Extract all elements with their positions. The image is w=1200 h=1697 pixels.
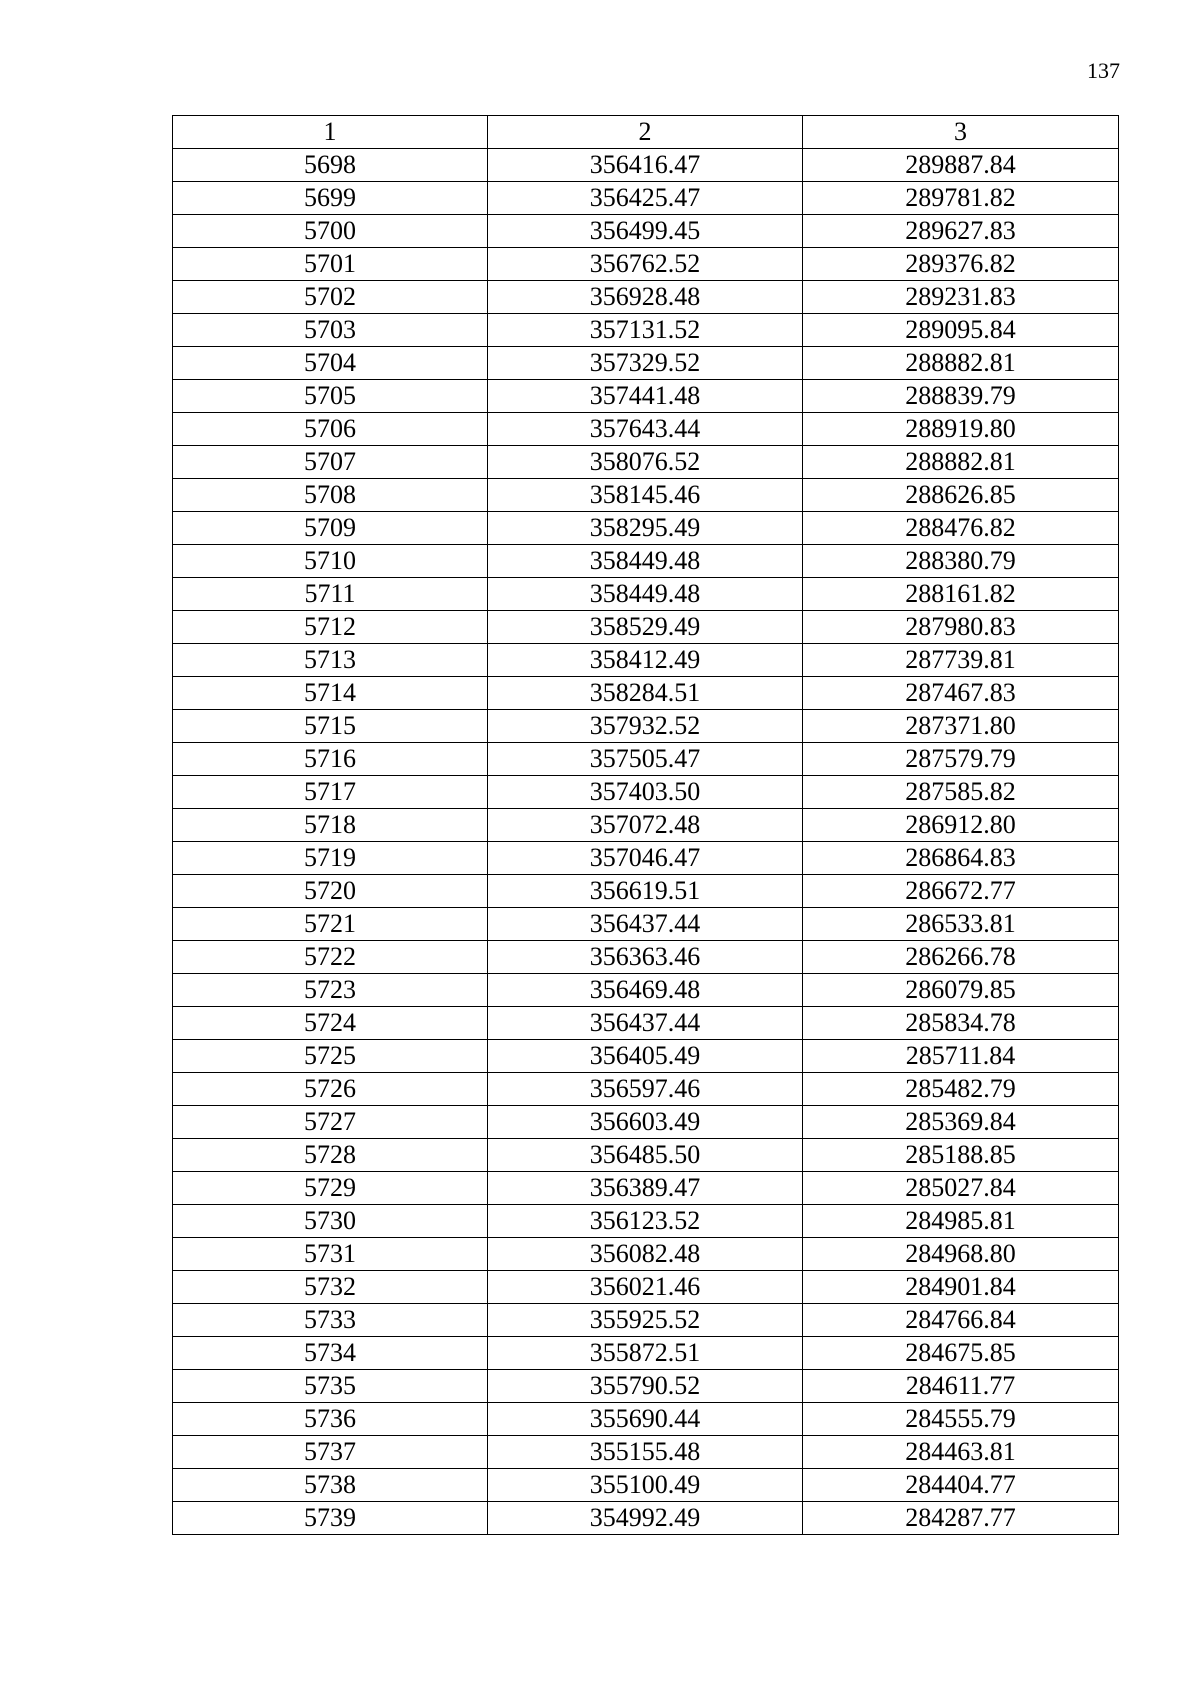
y-coordinate-cell: 287371.80	[803, 710, 1119, 743]
y-coordinate-cell: 284675.85	[803, 1337, 1119, 1370]
y-coordinate-cell: 287467.83	[803, 677, 1119, 710]
table-row	[173, 677, 1119, 710]
table-row	[173, 1040, 1119, 1073]
y-coordinate-cell: 289781.82	[803, 182, 1119, 215]
x-coordinate-cell: 356597.46	[488, 1073, 803, 1106]
point-number-cell: 5699	[173, 182, 488, 215]
table-row	[173, 1073, 1119, 1106]
y-coordinate-cell: 286079.85	[803, 974, 1119, 1007]
table-row	[173, 578, 1119, 611]
table-row	[173, 1469, 1119, 1502]
point-number-cell: 5729	[173, 1172, 488, 1205]
table-row	[173, 776, 1119, 809]
point-number-cell: 5709	[173, 512, 488, 545]
point-number-cell: 5715	[173, 710, 488, 743]
point-number-cell: 5703	[173, 314, 488, 347]
table-header-row	[173, 116, 1119, 149]
x-coordinate-cell: 356021.46	[488, 1271, 803, 1304]
y-coordinate-cell: 285369.84	[803, 1106, 1119, 1139]
table-row	[173, 512, 1119, 545]
table-row	[173, 743, 1119, 776]
y-coordinate-cell: 284463.81	[803, 1436, 1119, 1469]
table-row	[173, 1337, 1119, 1370]
table-row	[173, 215, 1119, 248]
y-coordinate-cell: 288626.85	[803, 479, 1119, 512]
table-row	[173, 1172, 1119, 1205]
table-row	[173, 248, 1119, 281]
table-row	[173, 1370, 1119, 1403]
point-number-cell: 5717	[173, 776, 488, 809]
table-row	[173, 710, 1119, 743]
point-number-cell: 5706	[173, 413, 488, 446]
point-number-cell: 5725	[173, 1040, 488, 1073]
y-coordinate-cell: 284555.79	[803, 1403, 1119, 1436]
x-coordinate-cell: 354992.49	[488, 1502, 803, 1535]
x-coordinate-cell: 358529.49	[488, 611, 803, 644]
column-header: 1	[173, 116, 488, 149]
x-coordinate-cell: 355155.48	[488, 1436, 803, 1469]
point-number-cell: 5727	[173, 1106, 488, 1139]
x-coordinate-cell: 357403.50	[488, 776, 803, 809]
point-number-cell: 5698	[173, 149, 488, 182]
x-coordinate-cell: 356363.46	[488, 941, 803, 974]
point-number-cell: 5712	[173, 611, 488, 644]
point-number-cell: 5714	[173, 677, 488, 710]
point-number-cell: 5721	[173, 908, 488, 941]
y-coordinate-cell: 286533.81	[803, 908, 1119, 941]
table-row	[173, 479, 1119, 512]
y-coordinate-cell: 284287.77	[803, 1502, 1119, 1535]
y-coordinate-cell: 288839.79	[803, 380, 1119, 413]
x-coordinate-cell: 358449.48	[488, 545, 803, 578]
x-coordinate-cell: 356469.48	[488, 974, 803, 1007]
point-number-cell: 5726	[173, 1073, 488, 1106]
point-number-cell: 5700	[173, 215, 488, 248]
table-row	[173, 875, 1119, 908]
table-row	[173, 1238, 1119, 1271]
x-coordinate-cell: 357643.44	[488, 413, 803, 446]
x-coordinate-cell: 357046.47	[488, 842, 803, 875]
x-coordinate-cell: 358284.51	[488, 677, 803, 710]
table-row	[173, 1436, 1119, 1469]
point-number-cell: 5722	[173, 941, 488, 974]
page-number: 137	[1087, 58, 1120, 83]
x-coordinate-cell: 357072.48	[488, 809, 803, 842]
x-coordinate-cell: 355690.44	[488, 1403, 803, 1436]
point-number-cell: 5701	[173, 248, 488, 281]
x-coordinate-cell: 356485.50	[488, 1139, 803, 1172]
x-coordinate-cell: 356416.47	[488, 149, 803, 182]
table-row	[173, 809, 1119, 842]
x-coordinate-cell: 356082.48	[488, 1238, 803, 1271]
x-coordinate-cell: 356389.47	[488, 1172, 803, 1205]
table-row	[173, 1403, 1119, 1436]
table-row	[173, 281, 1119, 314]
x-coordinate-cell: 357505.47	[488, 743, 803, 776]
point-number-cell: 5713	[173, 644, 488, 677]
y-coordinate-cell: 284901.84	[803, 1271, 1119, 1304]
y-coordinate-cell: 284611.77	[803, 1370, 1119, 1403]
y-coordinate-cell: 287585.82	[803, 776, 1119, 809]
point-number-cell: 5718	[173, 809, 488, 842]
x-coordinate-cell: 356425.47	[488, 182, 803, 215]
table-row	[173, 149, 1119, 182]
point-number-cell: 5731	[173, 1238, 488, 1271]
y-coordinate-cell: 286864.83	[803, 842, 1119, 875]
y-coordinate-cell: 284404.77	[803, 1469, 1119, 1502]
table-row	[173, 1271, 1119, 1304]
table-row	[173, 413, 1119, 446]
x-coordinate-cell: 357329.52	[488, 347, 803, 380]
point-number-cell: 5711	[173, 578, 488, 611]
table-row	[173, 941, 1119, 974]
x-coordinate-cell: 356437.44	[488, 1007, 803, 1040]
table-row	[173, 1139, 1119, 1172]
point-number-cell: 5705	[173, 380, 488, 413]
x-coordinate-cell: 357441.48	[488, 380, 803, 413]
point-number-cell: 5723	[173, 974, 488, 1007]
y-coordinate-cell: 288882.81	[803, 446, 1119, 479]
y-coordinate-cell: 288161.82	[803, 578, 1119, 611]
x-coordinate-cell: 356928.48	[488, 281, 803, 314]
x-coordinate-cell: 358449.48	[488, 578, 803, 611]
table-row	[173, 1304, 1119, 1337]
x-coordinate-cell: 357932.52	[488, 710, 803, 743]
x-coordinate-cell: 358076.52	[488, 446, 803, 479]
point-number-cell: 5710	[173, 545, 488, 578]
y-coordinate-cell: 289376.82	[803, 248, 1119, 281]
x-coordinate-cell: 358145.46	[488, 479, 803, 512]
coordinates-table	[172, 115, 1119, 1535]
point-number-cell: 5702	[173, 281, 488, 314]
x-coordinate-cell: 355925.52	[488, 1304, 803, 1337]
y-coordinate-cell: 289627.83	[803, 215, 1119, 248]
table-row	[173, 644, 1119, 677]
column-header: 2	[488, 116, 803, 149]
y-coordinate-cell: 284766.84	[803, 1304, 1119, 1337]
x-coordinate-cell: 358295.49	[488, 512, 803, 545]
point-number-cell: 5728	[173, 1139, 488, 1172]
x-coordinate-cell: 356437.44	[488, 908, 803, 941]
point-number-cell: 5716	[173, 743, 488, 776]
x-coordinate-cell: 356603.49	[488, 1106, 803, 1139]
y-coordinate-cell: 285188.85	[803, 1139, 1119, 1172]
y-coordinate-cell: 289887.84	[803, 149, 1119, 182]
y-coordinate-cell: 287579.79	[803, 743, 1119, 776]
point-number-cell: 5720	[173, 875, 488, 908]
x-coordinate-cell: 358412.49	[488, 644, 803, 677]
table-row	[173, 842, 1119, 875]
point-number-cell: 5737	[173, 1436, 488, 1469]
y-coordinate-cell: 284968.80	[803, 1238, 1119, 1271]
x-coordinate-cell: 355790.52	[488, 1370, 803, 1403]
y-coordinate-cell: 285711.84	[803, 1040, 1119, 1073]
table-row	[173, 182, 1119, 215]
table-row	[173, 1205, 1119, 1238]
point-number-cell: 5707	[173, 446, 488, 479]
x-coordinate-cell: 356762.52	[488, 248, 803, 281]
y-coordinate-cell: 289231.83	[803, 281, 1119, 314]
table-body	[173, 149, 1119, 1535]
y-coordinate-cell: 288476.82	[803, 512, 1119, 545]
table-row	[173, 380, 1119, 413]
point-number-cell: 5735	[173, 1370, 488, 1403]
y-coordinate-cell: 288380.79	[803, 545, 1119, 578]
y-coordinate-cell: 287739.81	[803, 644, 1119, 677]
y-coordinate-cell: 286672.77	[803, 875, 1119, 908]
point-number-cell: 5736	[173, 1403, 488, 1436]
x-coordinate-cell: 355872.51	[488, 1337, 803, 1370]
table-row	[173, 1502, 1119, 1535]
table-row	[173, 1007, 1119, 1040]
point-number-cell: 5738	[173, 1469, 488, 1502]
table-row	[173, 347, 1119, 380]
x-coordinate-cell: 357131.52	[488, 314, 803, 347]
y-coordinate-cell: 286266.78	[803, 941, 1119, 974]
y-coordinate-cell: 285482.79	[803, 1073, 1119, 1106]
x-coordinate-cell: 356405.49	[488, 1040, 803, 1073]
point-number-cell: 5719	[173, 842, 488, 875]
table-row	[173, 611, 1119, 644]
point-number-cell: 5734	[173, 1337, 488, 1370]
table-row	[173, 545, 1119, 578]
point-number-cell: 5739	[173, 1502, 488, 1535]
table-row	[173, 1106, 1119, 1139]
point-number-cell: 5724	[173, 1007, 488, 1040]
column-header: 3	[803, 116, 1119, 149]
y-coordinate-cell: 288919.80	[803, 413, 1119, 446]
table-row	[173, 974, 1119, 1007]
y-coordinate-cell: 289095.84	[803, 314, 1119, 347]
table-row	[173, 908, 1119, 941]
y-coordinate-cell: 288882.81	[803, 347, 1119, 380]
y-coordinate-cell: 284985.81	[803, 1205, 1119, 1238]
y-coordinate-cell: 287980.83	[803, 611, 1119, 644]
point-number-cell: 5708	[173, 479, 488, 512]
y-coordinate-cell: 285834.78	[803, 1007, 1119, 1040]
x-coordinate-cell: 355100.49	[488, 1469, 803, 1502]
point-number-cell: 5704	[173, 347, 488, 380]
table-row	[173, 314, 1119, 347]
y-coordinate-cell: 285027.84	[803, 1172, 1119, 1205]
x-coordinate-cell: 356123.52	[488, 1205, 803, 1238]
x-coordinate-cell: 356619.51	[488, 875, 803, 908]
point-number-cell: 5730	[173, 1205, 488, 1238]
point-number-cell: 5733	[173, 1304, 488, 1337]
y-coordinate-cell: 286912.80	[803, 809, 1119, 842]
point-number-cell: 5732	[173, 1271, 488, 1304]
table-row	[173, 446, 1119, 479]
x-coordinate-cell: 356499.45	[488, 215, 803, 248]
